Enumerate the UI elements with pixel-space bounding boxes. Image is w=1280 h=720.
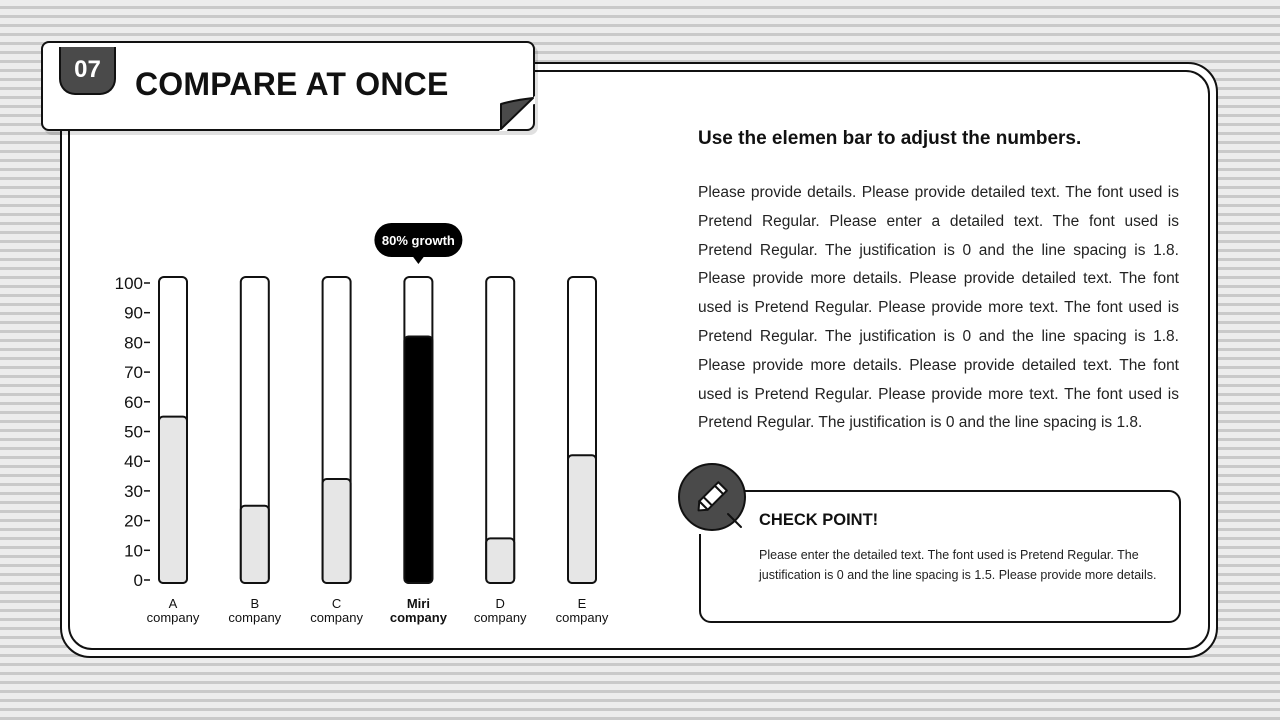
x-tick-label-line2: company <box>228 610 282 625</box>
callout-label: 80% growth <box>381 233 455 248</box>
x-tick-label: D <box>495 596 505 611</box>
pointer-tail-icon <box>726 512 744 530</box>
section-heading: Use the elemen bar to adjust the numbers. <box>698 128 1082 149</box>
x-tick-label-line2: company <box>555 610 609 625</box>
page-curl-icon <box>499 96 535 131</box>
x-tick-label: E <box>577 596 587 611</box>
bar <box>404 336 432 583</box>
x-tick-label-line2: company <box>473 610 527 625</box>
bar <box>568 455 596 583</box>
y-tick-label: 0 <box>133 571 143 590</box>
callout-pointer <box>412 256 424 264</box>
checkpoint-text: Please enter the detailed text. The font used is Pretend Regular. The justification is 0 and the line spacing is 1.5. Please provide more details. <box>759 548 1157 582</box>
checkpoint-title: CHECK POINT! <box>759 511 879 529</box>
x-tick-label-line2: company <box>310 610 363 625</box>
bar-chart <box>95 215 635 635</box>
bar-track <box>486 277 514 583</box>
bar <box>241 506 269 583</box>
y-tick-label: 70 <box>124 363 143 383</box>
bar <box>486 538 514 583</box>
y-tick-label: 90 <box>124 303 143 323</box>
bar <box>159 417 187 583</box>
y-tick-label: 60 <box>124 392 143 412</box>
page-title: COMPARE AT ONCE <box>135 66 449 102</box>
y-tick-label: 50 <box>124 422 143 442</box>
x-tick-label: A <box>168 596 178 611</box>
x-tick-label: B <box>250 596 260 611</box>
y-tick-label: 20 <box>124 511 143 531</box>
y-tick-label: 40 <box>124 452 143 472</box>
slide-number-badge: 07 <box>59 47 116 95</box>
y-tick-label: 80 <box>124 333 143 353</box>
y-tick-label: 100 <box>114 274 143 293</box>
x-tick-label-line2: company <box>389 610 447 625</box>
y-tick-label: 10 <box>124 541 143 561</box>
x-tick-label-line2: company <box>146 610 200 625</box>
y-tick-label: 30 <box>124 481 143 501</box>
x-tick-label: Miri <box>406 596 430 611</box>
body-paragraph: Please provide details. Please provide detailed text. The font used is Pretend Regular. Please enter a detailed text. The font used is Pretend Regular. The justification is 0 and the line spacing is 1.8. Please provide more details. Please provide detailed text. The font used is Pretend Regular. Please provide more text. The font used is Pretend Regular. The justification is 0 and the line spacing is 1.8. Please provide more details. Please provide detailed text. The font used is Pretend Regular. Please provide more text. The font used is Pretend Regular. The justification is 0 and the line spacing is 1.8. <box>698 184 1179 432</box>
x-tick-label: C <box>331 596 342 611</box>
bar <box>323 479 351 583</box>
